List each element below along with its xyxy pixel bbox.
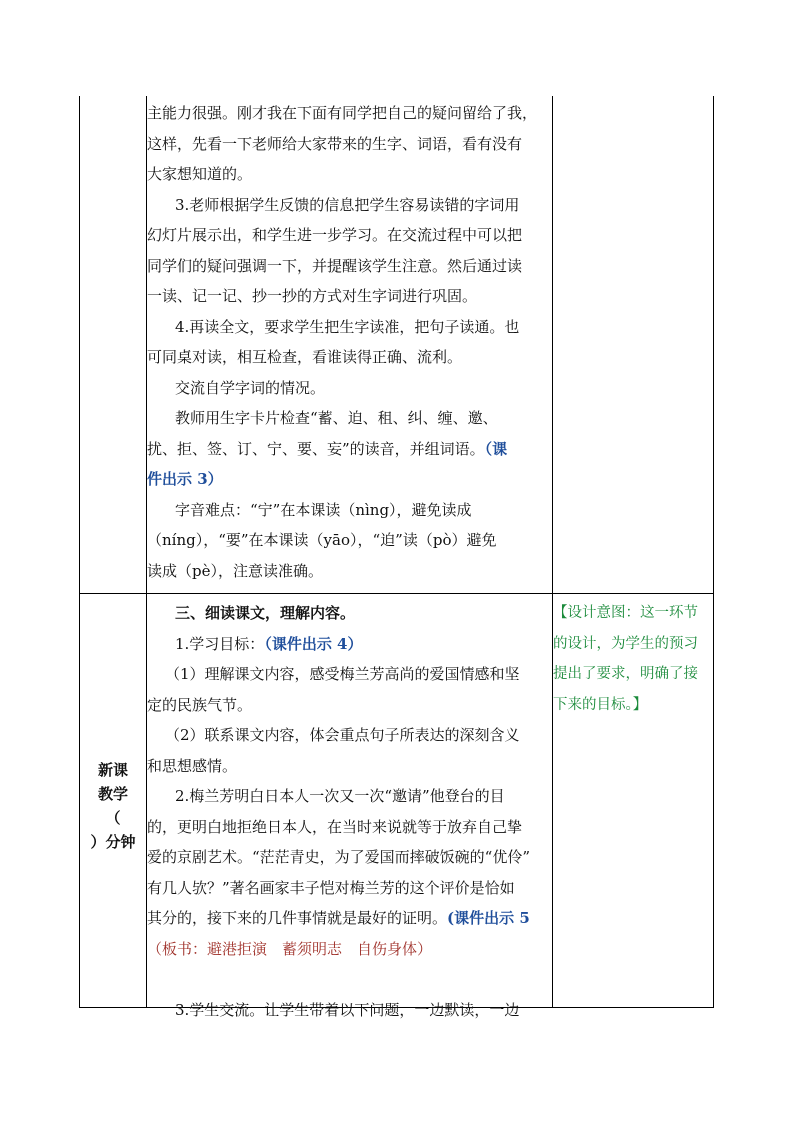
text-line: 交流自学字词的情况。: [175, 378, 326, 397]
section-label: [80, 758, 146, 854]
design-note-line: 【设计意图：这一环节: [553, 605, 698, 621]
table-border-right: [713, 96, 714, 1008]
text-line: 3.老师根据学生反馈的信息把学生容易读错的字词用: [175, 195, 520, 214]
section-label-line: 教学: [97, 785, 128, 803]
text-line: [147, 903, 552, 934]
text-line: （1）理解课文内容，感受梅兰芳高尚的爱国情感和坚: [165, 665, 520, 683]
slide-tag: （课: [484, 439, 508, 458]
design-note-line: 下来的目标。】: [553, 696, 648, 713]
text-line: 同学们的疑问强调一下，并提醒该学生注意。然后通过读: [147, 256, 523, 275]
design-note-line: 的设计，为学生的预习: [553, 635, 698, 652]
design-note-line: 提出了要求，明确了接: [553, 666, 698, 682]
text-line: 这样，先看一下老师给大家带来的生字、词语，看有没有: [147, 134, 523, 153]
slide-tag-line: 件出示 3）: [147, 470, 223, 488]
text-line: （2）联系课文内容，体会重点句子所表达的深刻含义: [165, 726, 520, 744]
bottom-content-cell: [147, 598, 552, 1019]
text-line: 主能力很强。刚才我在下面有同学把自己的疑问留给了我，: [147, 104, 538, 122]
text-line: （níng），“要”在本课读（yāo），“迫”读（pò）避免: [147, 531, 497, 549]
slide-tag: (课件出示 5: [447, 909, 530, 927]
text-line: 可同桌对读，相互检查，看谁读得正确、流利。: [147, 348, 463, 366]
section-heading: 三、细读课文，理解内容。: [175, 604, 356, 622]
design-note-cell: [553, 598, 713, 798]
table-row-divider: [79, 593, 714, 594]
slide-tag: （课件出示 4）: [264, 634, 363, 653]
text-line: 爱的京剧艺术。“茫茫青史，为了爱国而摔破饭碗的“优伶”: [147, 848, 531, 866]
section-label-line: 新课: [97, 761, 128, 779]
section-label-line: ）分钟: [90, 833, 136, 851]
text-line: [147, 629, 552, 660]
text-segment: 扰、拒、签、订、宁、要、妄”的读音，并组词语。: [147, 439, 485, 458]
board-note: （板书：避港拒演 蓄须明志 自伤身体）: [147, 939, 433, 958]
text-line: 幻灯片展示出，和学生进一步学习。在交流过程中可以把: [147, 226, 523, 244]
section-label-line: （: [105, 809, 121, 827]
table-border-middle-right: [552, 96, 553, 1008]
text-line: 2.梅兰芳明白日本人一次又一次“邀请”他登台的目: [175, 787, 505, 805]
text-line: 字音难点：“宁”在本课读（nìng），避免读成: [175, 500, 472, 519]
text-line: 和思想感情。: [147, 756, 238, 775]
text-line: 4.再读全文，要求学生把生字读准，把句子读通。也: [175, 317, 520, 336]
table-border-left: [79, 96, 80, 1008]
top-content-cell: [147, 98, 552, 592]
text-line: 读成（pè），注意读准确。: [147, 561, 323, 580]
text-line: 大家想知道的。: [147, 165, 253, 183]
text-line: [147, 434, 552, 465]
text-line: 定的民族气节。: [147, 695, 253, 714]
text-line: 一读、记一记、抄一抄的方式对生字词进行巩固。: [147, 287, 478, 305]
blank-line: [147, 964, 552, 995]
text-segment: 其分的，接下来的几件事情就是最好的证明。: [147, 909, 448, 927]
text-segment: 1.学习目标：: [175, 634, 265, 653]
text-line: 教师用生字卡片检查“蓄、迫、租、纠、缠、邀、: [175, 409, 498, 427]
text-line: 的，更明白地拒绝日本人，在当时来说就等于放弃自己挚: [147, 817, 523, 836]
text-line: 3.学生交流。让学生带着以下问题，一边默读，一边: [175, 1000, 520, 1019]
text-line: 有几人欤？”著名画家丰子恺对梅兰芳的这个评价是恰如: [147, 878, 515, 897]
